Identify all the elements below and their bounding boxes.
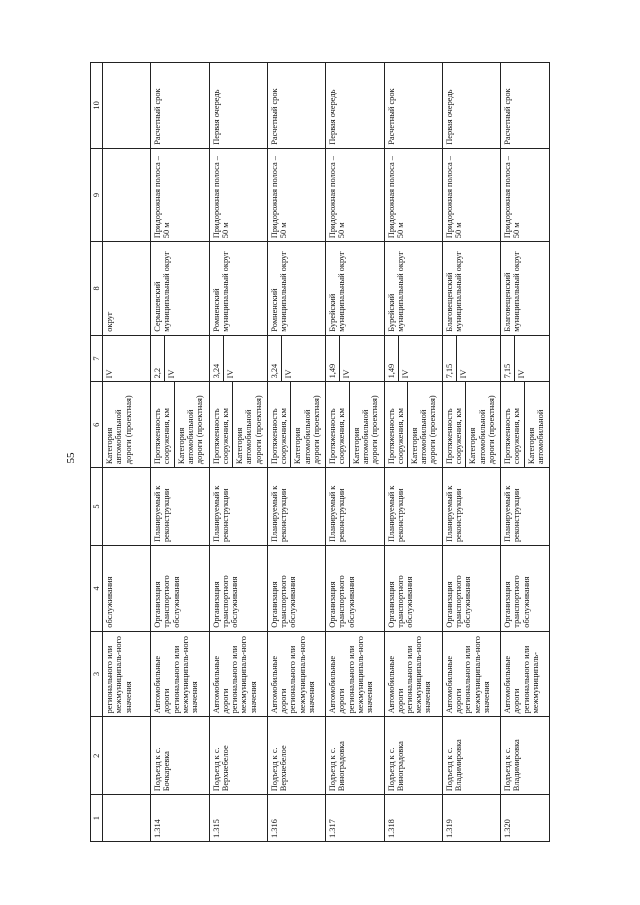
cell-values-top: 7,15 — [501, 336, 515, 382]
cell-value-continued: IV — [103, 335, 151, 382]
cell-values-top: 1,49 — [385, 336, 399, 382]
cell-number: 1.317 — [326, 795, 384, 842]
cell-values-bottom: IV — [167, 369, 177, 379]
cell-status: Планируемый к реконструкции — [501, 468, 550, 546]
cell-status: Планируемый к реконструкции — [151, 468, 209, 546]
cell-parameters-top: Протяженность сооружения, км — [326, 382, 349, 467]
cell-parameters-bottom: Категория автомобильной дороги (проектная) — [293, 395, 321, 465]
table-row — [209, 63, 267, 842]
cell-values-bottom: IV — [517, 369, 527, 379]
cell-parameters-top: Протяженность сооружения, км — [443, 382, 466, 467]
objects-table — [90, 62, 550, 842]
cell-parameters — [442, 382, 500, 468]
cell-values — [384, 335, 442, 382]
cell-parameters-bottom: Категория автомобильной дороги (проектная) — [235, 395, 263, 465]
table-row — [442, 63, 500, 842]
cell-purpose: Организация транспортного обслуживания — [209, 546, 267, 632]
cell-status: Планируемый к реконструкции — [209, 468, 267, 546]
cell-location: Бурейский муниципальный округ — [384, 242, 442, 335]
cell-object-name: Подъезд к с. Виноградовка — [326, 717, 384, 795]
cell-object-type: Автомобильные дороги регионального или межмуниципаль-ного значения — [442, 631, 500, 717]
cell-zone: Придорожная полоса – 50 м — [501, 148, 550, 241]
cell-number: 1.316 — [267, 795, 325, 842]
cell-object-name: Подъезд к с. Верхнебелое — [209, 717, 267, 795]
cell-object-name: Подъезд к с. Верхнебелое — [267, 717, 325, 795]
cell-values-top: 3,24 — [268, 336, 282, 382]
continuation-row — [103, 63, 151, 842]
cell-number: 1.319 — [442, 795, 500, 842]
cell-values — [326, 335, 384, 382]
cell-values-bottom: IV — [342, 369, 352, 379]
cell-parameters — [384, 382, 442, 468]
column-number-2: 2 — [91, 717, 103, 795]
cell-object-name: Подъезд к с. Владимировка — [501, 717, 550, 795]
column-number-10: 10 — [91, 63, 103, 149]
cell-values-bottom: IV — [284, 369, 294, 379]
cell-object-type: Автомобильные дороги регионального или межмуниципаль-ного значения — [209, 631, 267, 717]
cell-status: Планируемый к реконструкции — [384, 468, 442, 546]
cell-values-bottom: IV — [400, 369, 410, 379]
table-row — [384, 63, 442, 842]
column-number-4: 4 — [91, 546, 103, 632]
cell-term: Расчетный срок — [501, 63, 550, 149]
cell-parameters-bottom: Категория автомобильной дороги (проектная) — [410, 395, 438, 465]
cell-number: 1.318 — [384, 795, 442, 842]
cell-location: Благовещенский муниципальный округ — [501, 242, 550, 335]
table-row — [501, 63, 550, 842]
cell-purpose-continued: обслуживания — [103, 546, 151, 632]
column-number-7: 7 — [91, 335, 103, 382]
cell-term: Первая очередь — [209, 63, 267, 149]
cell-values — [501, 335, 550, 382]
rotated-table-container — [90, 62, 550, 842]
table-row — [326, 63, 384, 842]
header-row — [91, 63, 103, 842]
cell-object-name: Подъезд к с. Бочкаревка — [151, 717, 209, 795]
cell-term: Первая очередь — [326, 63, 384, 149]
cell-term: Расчетный срок — [151, 63, 209, 149]
cell-location: Бурейский муниципальный округ — [326, 242, 384, 335]
cell-object-type: Автомобильные дороги регионального или межмуниципаль-ного значения — [326, 631, 384, 717]
cell-location-continued: округ — [103, 242, 151, 335]
cell-parameters — [267, 382, 325, 468]
cell-values-top: 3,24 — [210, 336, 224, 382]
cell-status: Планируемый к реконструкции — [442, 468, 500, 546]
cell-empty — [103, 795, 151, 842]
cell-purpose: Организация транспортного обслуживания — [501, 546, 550, 632]
cell-location: Благовещенский муниципальный округ — [442, 242, 500, 335]
cell-param-continued: Категория автомобильной дороги (проектная) — [103, 382, 151, 468]
cell-location: Ромненский муниципальный округ — [209, 242, 267, 335]
cell-object-type: Автомобильные дороги регионального или межмуниципаль-ного значения — [151, 631, 209, 717]
cell-parameters — [326, 382, 384, 468]
cell-parameters-bottom: Категория автомобильной дороги (проектная) — [176, 395, 205, 465]
cell-values — [267, 335, 325, 382]
cell-term: Расчетный срок — [384, 63, 442, 149]
cell-object-type: Автомобильные дороги регионального или межмуниципаль-ного значения — [384, 631, 442, 717]
cell-type-continued: регионального или межмуниципаль-ного значения — [103, 631, 151, 717]
cell-zone: Придорожная полоса – 50 м — [209, 148, 267, 241]
page-number: 55 — [65, 452, 77, 464]
cell-values — [209, 335, 267, 382]
cell-parameters-top: Протяженность сооружения, км — [151, 382, 174, 467]
column-number-8: 8 — [91, 242, 103, 335]
cell-parameters — [151, 382, 209, 468]
cell-purpose: Организация транспортного обслуживания — [151, 546, 209, 632]
cell-purpose: Организация транспортного обслуживания — [267, 546, 325, 632]
cell-parameters-top: Протяженность сооружения, км — [268, 382, 291, 467]
cell-zone: Придорожная полоса – 50 м — [151, 148, 209, 241]
cell-location: Серышевский муниципальный округ — [151, 242, 209, 335]
column-number-5: 5 — [91, 468, 103, 546]
cell-parameters-bottom: Категория автомобильной дороги (проектная) — [468, 395, 496, 465]
cell-purpose: Организация транспортного обслуживания — [326, 546, 384, 632]
cell-object-name: Подъезд к с. Владимировка — [442, 717, 500, 795]
cell-values-top: 2,2 — [151, 336, 165, 382]
cell-purpose: Организация транспортного обслуживания — [442, 546, 500, 632]
cell-number: 1.314 — [151, 795, 209, 842]
cell-zone: Придорожная полоса – 50 м — [384, 148, 442, 241]
cell-status: Планируемый к реконструкции — [267, 468, 325, 546]
cell-number: 1.320 — [501, 795, 550, 842]
column-number-1: 1 — [91, 795, 103, 842]
cell-values-bottom: IV — [225, 369, 235, 379]
cell-parameters — [209, 382, 267, 468]
cell-object-type: Автомобильные дороги регионального или межмуниципаль-ного значения — [267, 631, 325, 717]
table-row — [267, 63, 325, 842]
cell-term: Первая очередь — [442, 63, 500, 149]
cell-term: Расчетный срок — [267, 63, 325, 149]
cell-parameters-top: Протяженность сооружения, км — [501, 382, 524, 467]
cell-empty — [103, 148, 151, 241]
cell-object-name: Подъезд к с. Виноградовка — [384, 717, 442, 795]
cell-zone: Придорожная полоса – 50 м — [267, 148, 325, 241]
cell-purpose: Организация транспортного обслуживания — [384, 546, 442, 632]
cell-parameters — [501, 382, 550, 468]
cell-parameters-top: Протяженность сооружения, км — [385, 382, 408, 467]
cell-zone: Придорожная полоса – 50 м — [326, 148, 384, 241]
cell-number: 1.315 — [209, 795, 267, 842]
cell-values-top: 1,49 — [326, 336, 340, 382]
cell-empty — [103, 468, 151, 546]
cell-values — [442, 335, 500, 382]
cell-parameters-top: Протяженность сооружения, км — [210, 382, 233, 467]
cell-zone: Придорожная полоса – 50 м — [442, 148, 500, 241]
column-number-9: 9 — [91, 148, 103, 241]
cell-empty — [103, 717, 151, 795]
column-number-6: 6 — [91, 382, 103, 468]
cell-parameters-bottom: Категория автомобильной — [526, 409, 545, 465]
column-number-3: 3 — [91, 631, 103, 717]
cell-parameters-bottom: Категория автомобильной дороги (проектная) — [351, 395, 380, 465]
cell-object-type: Автомобильные дороги регионального или межмуниципаль- — [501, 631, 550, 717]
cell-values-bottom: IV — [459, 369, 469, 379]
cell-location: Ромненский муниципальный округ — [267, 242, 325, 335]
cell-values — [151, 335, 209, 382]
table-row — [151, 63, 209, 842]
cell-empty — [103, 63, 151, 149]
cell-status: Планируемый к реконструкции — [326, 468, 384, 546]
cell-values-top: 7,15 — [443, 336, 457, 382]
